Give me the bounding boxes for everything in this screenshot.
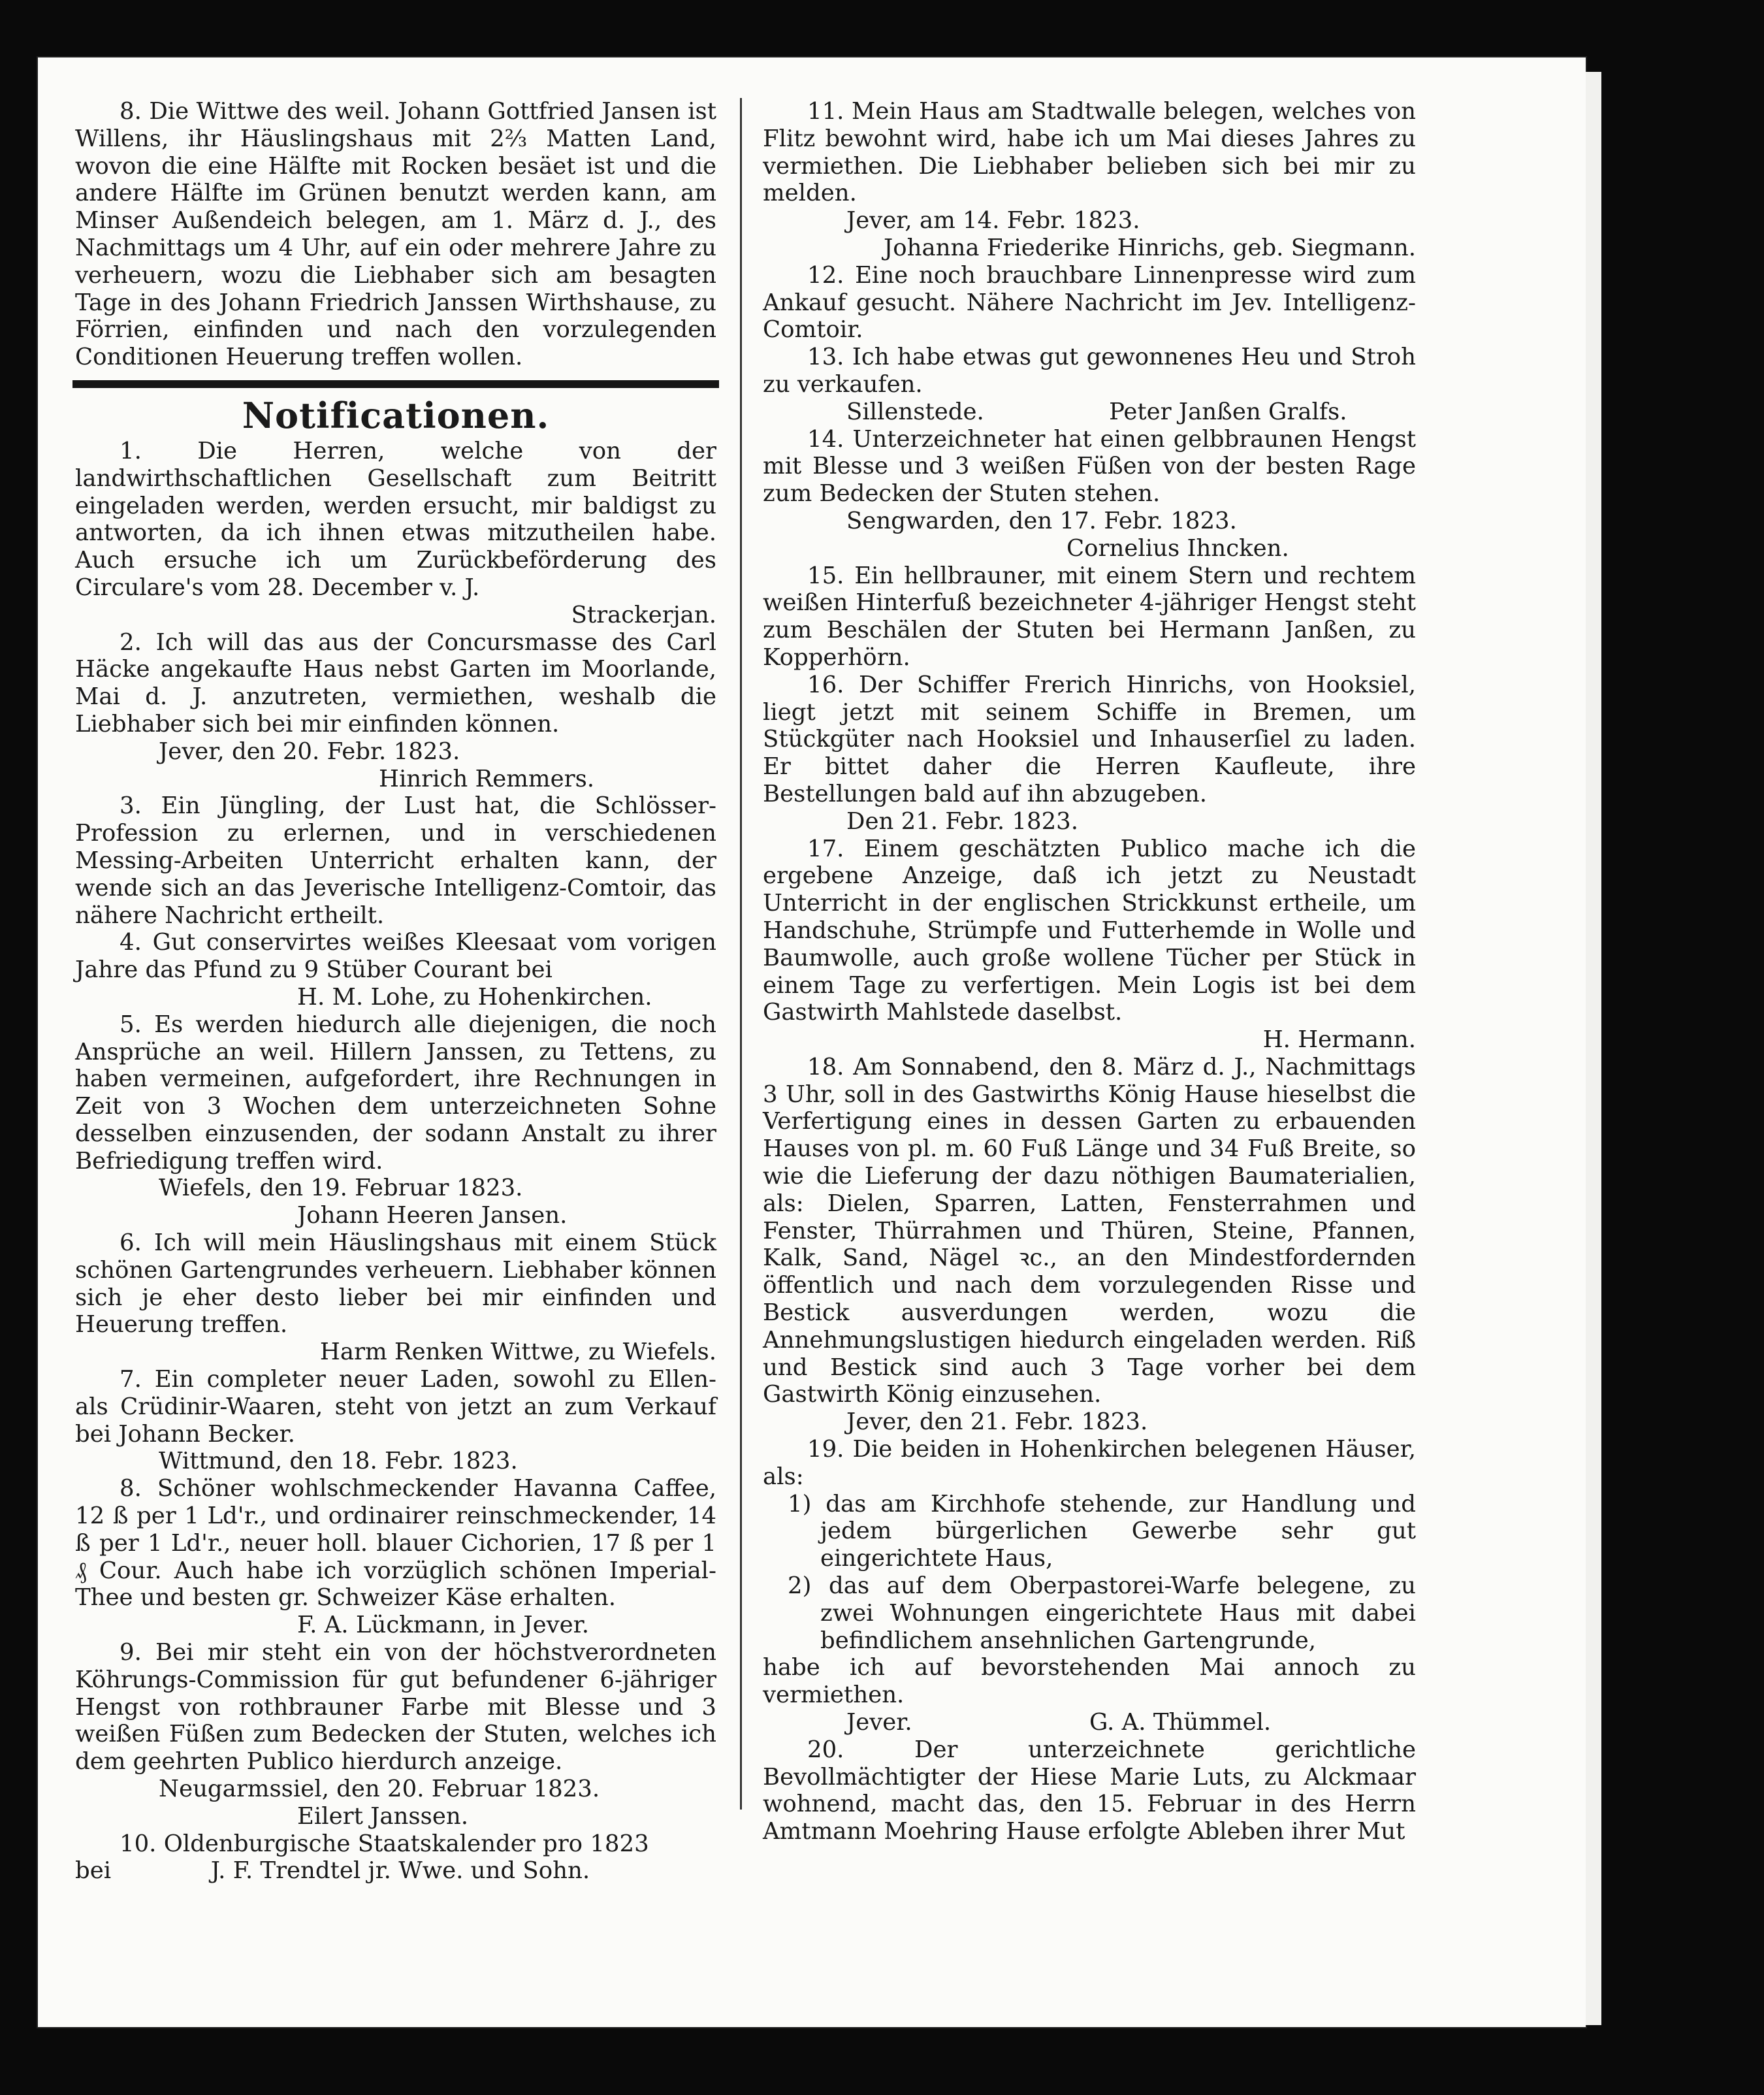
page-edge — [1586, 72, 1601, 2025]
notification-16: 16. Der Schiffer Frerich Hinrichs, von Hooksiel, liegt jetzt mit seinem Schiffe in Bremen, um Stückgüter nach Hooksiel und Inhauserſiel zu laden. Er bittet daher die Herren Kaufleute, ihre Bestellungen bald auf ihn abzugeben. — [763, 671, 1416, 807]
notification-14: 14. Unterzeichneter hat einen gelbbraunen Hengst mit Blesse und 3 weißen Füßen von der besten Rage zum Bedecken der Stuten stehen. — [763, 425, 1416, 508]
notification-13-place: Sillenstede. — [846, 398, 984, 425]
notification-13: 13. Ich habe etwas gut gewonnenes Heu und Stroh zu verkaufen. — [763, 344, 1416, 398]
section-heading: Notificationen. — [242, 394, 550, 436]
notification-6: 6. Ich will mein Häuslingshaus mit einem Stück schönen Gartengrundes verheuern. Liebhaber können sich je eher desto lieber bei mir einfinden und Heuerung treffen. — [75, 1229, 716, 1339]
section-rule — [72, 380, 719, 388]
notification-5-place: Wiefels, den 19. Februar 1823. — [159, 1175, 523, 1202]
notification-7: 7. Ein completer neuer Laden, sowohl zu Ellen- als Crüdinir-Waaren, steht von jetzt an zum Verkauf bei Johann Becker. — [75, 1366, 716, 1448]
notification-9-place: Neugarmssiel, den 20. Februar 1823. — [159, 1776, 600, 1803]
notification-17-signature: H. Hermann. — [1262, 1026, 1416, 1054]
notification-19-signature: G. A. Thümmel. — [1089, 1709, 1272, 1736]
notification-13-signature: Peter Janßen Gralfs. — [1109, 398, 1347, 425]
notification-19-item-2: 2) das auf dem Oberpastorei-Warfe belegene, zu zwei Wohnungen eingerichtete Haus mit dabei befindlichem ansehnlichen Gartengrunde, — [788, 1572, 1416, 1654]
notification-5-signature: Johann Heeren Jansen. — [297, 1202, 568, 1229]
column-divider — [740, 98, 742, 1810]
right-column — [763, 98, 1416, 1845]
notification-20: 20. Der unterzeichnete gerichtliche Bevollmächtigter der Hiese Marie Luts, zu Alckmaar wohnend, macht das, den 15. Februar in des Herrn Amtmann Moehring Hause erfolgte Ableben ihrer Mut — [763, 1736, 1416, 1845]
notification-15: 15. Ein hellbrauner, mit einem Stern und rechtem weißen Hinterfuß bezeichneter 4-jähriger Hengst steht zum Beschälen der Stuten bei Hermann Janßen, zu Kopperhörn. — [763, 562, 1416, 671]
notification-8-signature: F. A. Lückmann, in Jever. — [297, 1612, 589, 1639]
notification-11: 11. Mein Haus am Stadtwalle belegen, welches von Flitz bewohnt wird, habe ich um Mai dieses Jahres zu vermiethen. Die Liebhaber belieben sich bei mir zu melden. — [763, 98, 1416, 207]
notification-8: 8. Schöner wohlschmeckender Havanna Caffee, 12 ß per 1 Ld'r., und ordinairer reinschmeckender, 14 ß per 1 Ld'r., neuer holl. blauer Cichorien, 17 ß per 1 ₰ Cour. Auch habe ich vorzüglich schönen Imperial-Thee und besten gr. Schweizer Käse erhalten. — [75, 1475, 716, 1612]
notification-1: 1. Die Herren, welche von der landwirthschaftlichen Gesellschaft zum Beitritt eingeladen werden, werden ersucht, mir baldigst zu antworten, da ich ihnen etwas mitzutheilen habe. Auch ersuche ich um Zurückbeförderung des Circulare's vom 28. December v. J. — [75, 437, 716, 601]
notification-19: 19. Die beiden in Hohenkirchen belegenen Häuser, als: — [763, 1436, 1416, 1490]
notification-18-place: Jever, den 21. Febr. 1823. — [846, 1408, 1148, 1436]
notification-17: 17. Einem geschätzten Publico mache ich die ergebene Anzeige, daß ich jetzt zu Neustadt Unterricht in der englischen Strickkunst ertheile, um Handschuhe, Strümpfe und Futterhemde in Wolle und Baumwolle, auch große wollene Tücher per Stück in einem Tage zu verfertigen. Mein Logis ist bei dem Gastwirth Mahlstede daselbst. — [763, 835, 1416, 1026]
notification-6-signature: Harm Renken Wittwe, zu Wiefels. — [319, 1339, 716, 1366]
notification-18: 18. Am Sonnabend, den 8. März d. J., Nachmittags 3 Uhr, soll in des Gastwirths König Hause hieselbst die Verfertigung eines in dessen Garten zu erbauenden Hauses von pl. m. 60 Fuß Länge und 34 Fuß Breite, so wie die Lieferung der dazu nöthigen Baumaterialien, als: Dielen, Sparren, Latten, Fensterrahmen und Fenster, Thürrahmen und Thüren, Steine, Pfannen, Kalk, Sand, Nägel ꝛc., an den Mindestfordernden öffentlich und nach dem vorzulegenden Risse und Bestick ausverdungen werden, wozu die Annehmungslustigen hiedurch eingeladen werden. Riß und Bestick sind auch 3 Tage vorher bei dem Gastwirth König einzusehen. — [763, 1053, 1416, 1408]
notification-7-place: Wittmund, den 18. Febr. 1823. — [159, 1448, 518, 1475]
notification-3: 3. Ein Jüngling, der Lust hat, die Schlösser-Profession zu erlernen, und in verschiedenen Messing-Arbeiten Unterricht erhalten kann, der wende sich an das Jeverische Intelligenz-Comtoir, das nähere Nachricht ertheilt. — [75, 792, 716, 929]
notification-11-signature: Johanna Friederike Hinrichs, geb. Siegmann. — [884, 234, 1416, 261]
notification-2: 2. Ich will das aus der Concursmasse des Carl Häcke angekaufte Haus nebst Garten im Moorlande, Mai d. J. anzutreten, vermiethen, weshalb die Liebhaber sich bei mir einfinden können. — [75, 628, 716, 738]
notification-19-item-1: 1) das am Kirchhofe stehende, zur Handlung und jedem bürgerlichen Gewerbe sehr gut eingerichtete Haus, — [788, 1490, 1416, 1572]
notification-19-place: Jever. — [846, 1709, 912, 1736]
notification-9: 9. Bei mir steht ein von der höchstverordneten Köhrungs-Commission für gut befundener 6-jähriger Hengst von rothbrauner Farbe mit Blesse und 3 weißen Füßen zum Bedecken der Stuten, welches ich dem geehrten Publico hierdurch anzeige. — [75, 1639, 716, 1776]
notification-5: 5. Es werden hiedurch alle diejenigen, die noch Ansprüche an weil. Hillern Janssen, zu Tettens, zu haben vermeinen, aufgefordert, ihre Rechnungen in Zeit von 3 Wochen dem unterzeichneten Sohne desselben einzusenden, der sodann Anstalt zu ihrer Befriedigung treffen wird. — [75, 1011, 716, 1175]
notification-10: 10. Oldenburgische Staatskalender pro 1823 — [120, 1830, 649, 1857]
notification-13-footer — [763, 398, 1416, 426]
notification-1-signature: Strackerjan. — [571, 601, 716, 628]
notification-19-footer — [763, 1709, 1416, 1736]
notice-8-mattenland: 8. Die Wittwe des weil. Johann Gottfried Jansen ist Willens, ihr Häuslingshaus mit 2⅔ Matten Land, wovon die eine Hälfte mit Rocken besäet ist und die andere Hälfte im Grünen benutzt werden kann, am Minser Außendeich belegen, am 1. März d. J., des Nachmittags um 4 Uhr, auf ein oder mehrere Jahre zu verheuern, wozu die Liebhaber sich am besagten Tage in des Johann Friedrich Janssen Wirthshause, zu Förrien, einfinden und nach den vorzulegenden Conditionen Heuerung treffen wollen. — [75, 98, 716, 371]
notification-2-signature: Hinrich Remmers. — [379, 765, 595, 792]
notification-12: 12. Eine noch brauchbare Linnenpresse wird zum Ankauf gesucht. Nähere Nachricht im Jev. Intelligenz-Comtoir. — [763, 261, 1416, 344]
notification-19-end: habe ich auf bevorstehenden Mai annoch zu vermiethen. — [763, 1654, 1416, 1709]
notification-14-place: Sengwarden, den 17. Febr. 1823. — [846, 507, 1237, 534]
notification-10-bei: bei — [75, 1857, 112, 1885]
notification-14-signature: Cornelius Ihncken. — [1066, 534, 1289, 562]
notification-16-place: Den 21. Febr. 1823. — [846, 807, 1079, 835]
notification-2-place: Jever, den 20. Febr. 1823. — [159, 738, 460, 765]
notification-9-signature: Eilert Janssen. — [297, 1802, 469, 1830]
notification-11-place: Jever, am 14. Febr. 1823. — [846, 207, 1140, 235]
notification-10-continuation — [75, 1857, 716, 1885]
left-column — [75, 98, 716, 1885]
notification-4: 4. Gut conservirtes weißes Kleesaat vom vorigen Jahre das Pfund zu 9 Stüber Courant bei — [75, 929, 716, 984]
notification-4-signature: H. M. Lohe, zu Hohenkirchen. — [297, 983, 652, 1011]
notification-10-signature: J. F. Trendtel jr. Wwe. und Sohn. — [210, 1857, 590, 1885]
